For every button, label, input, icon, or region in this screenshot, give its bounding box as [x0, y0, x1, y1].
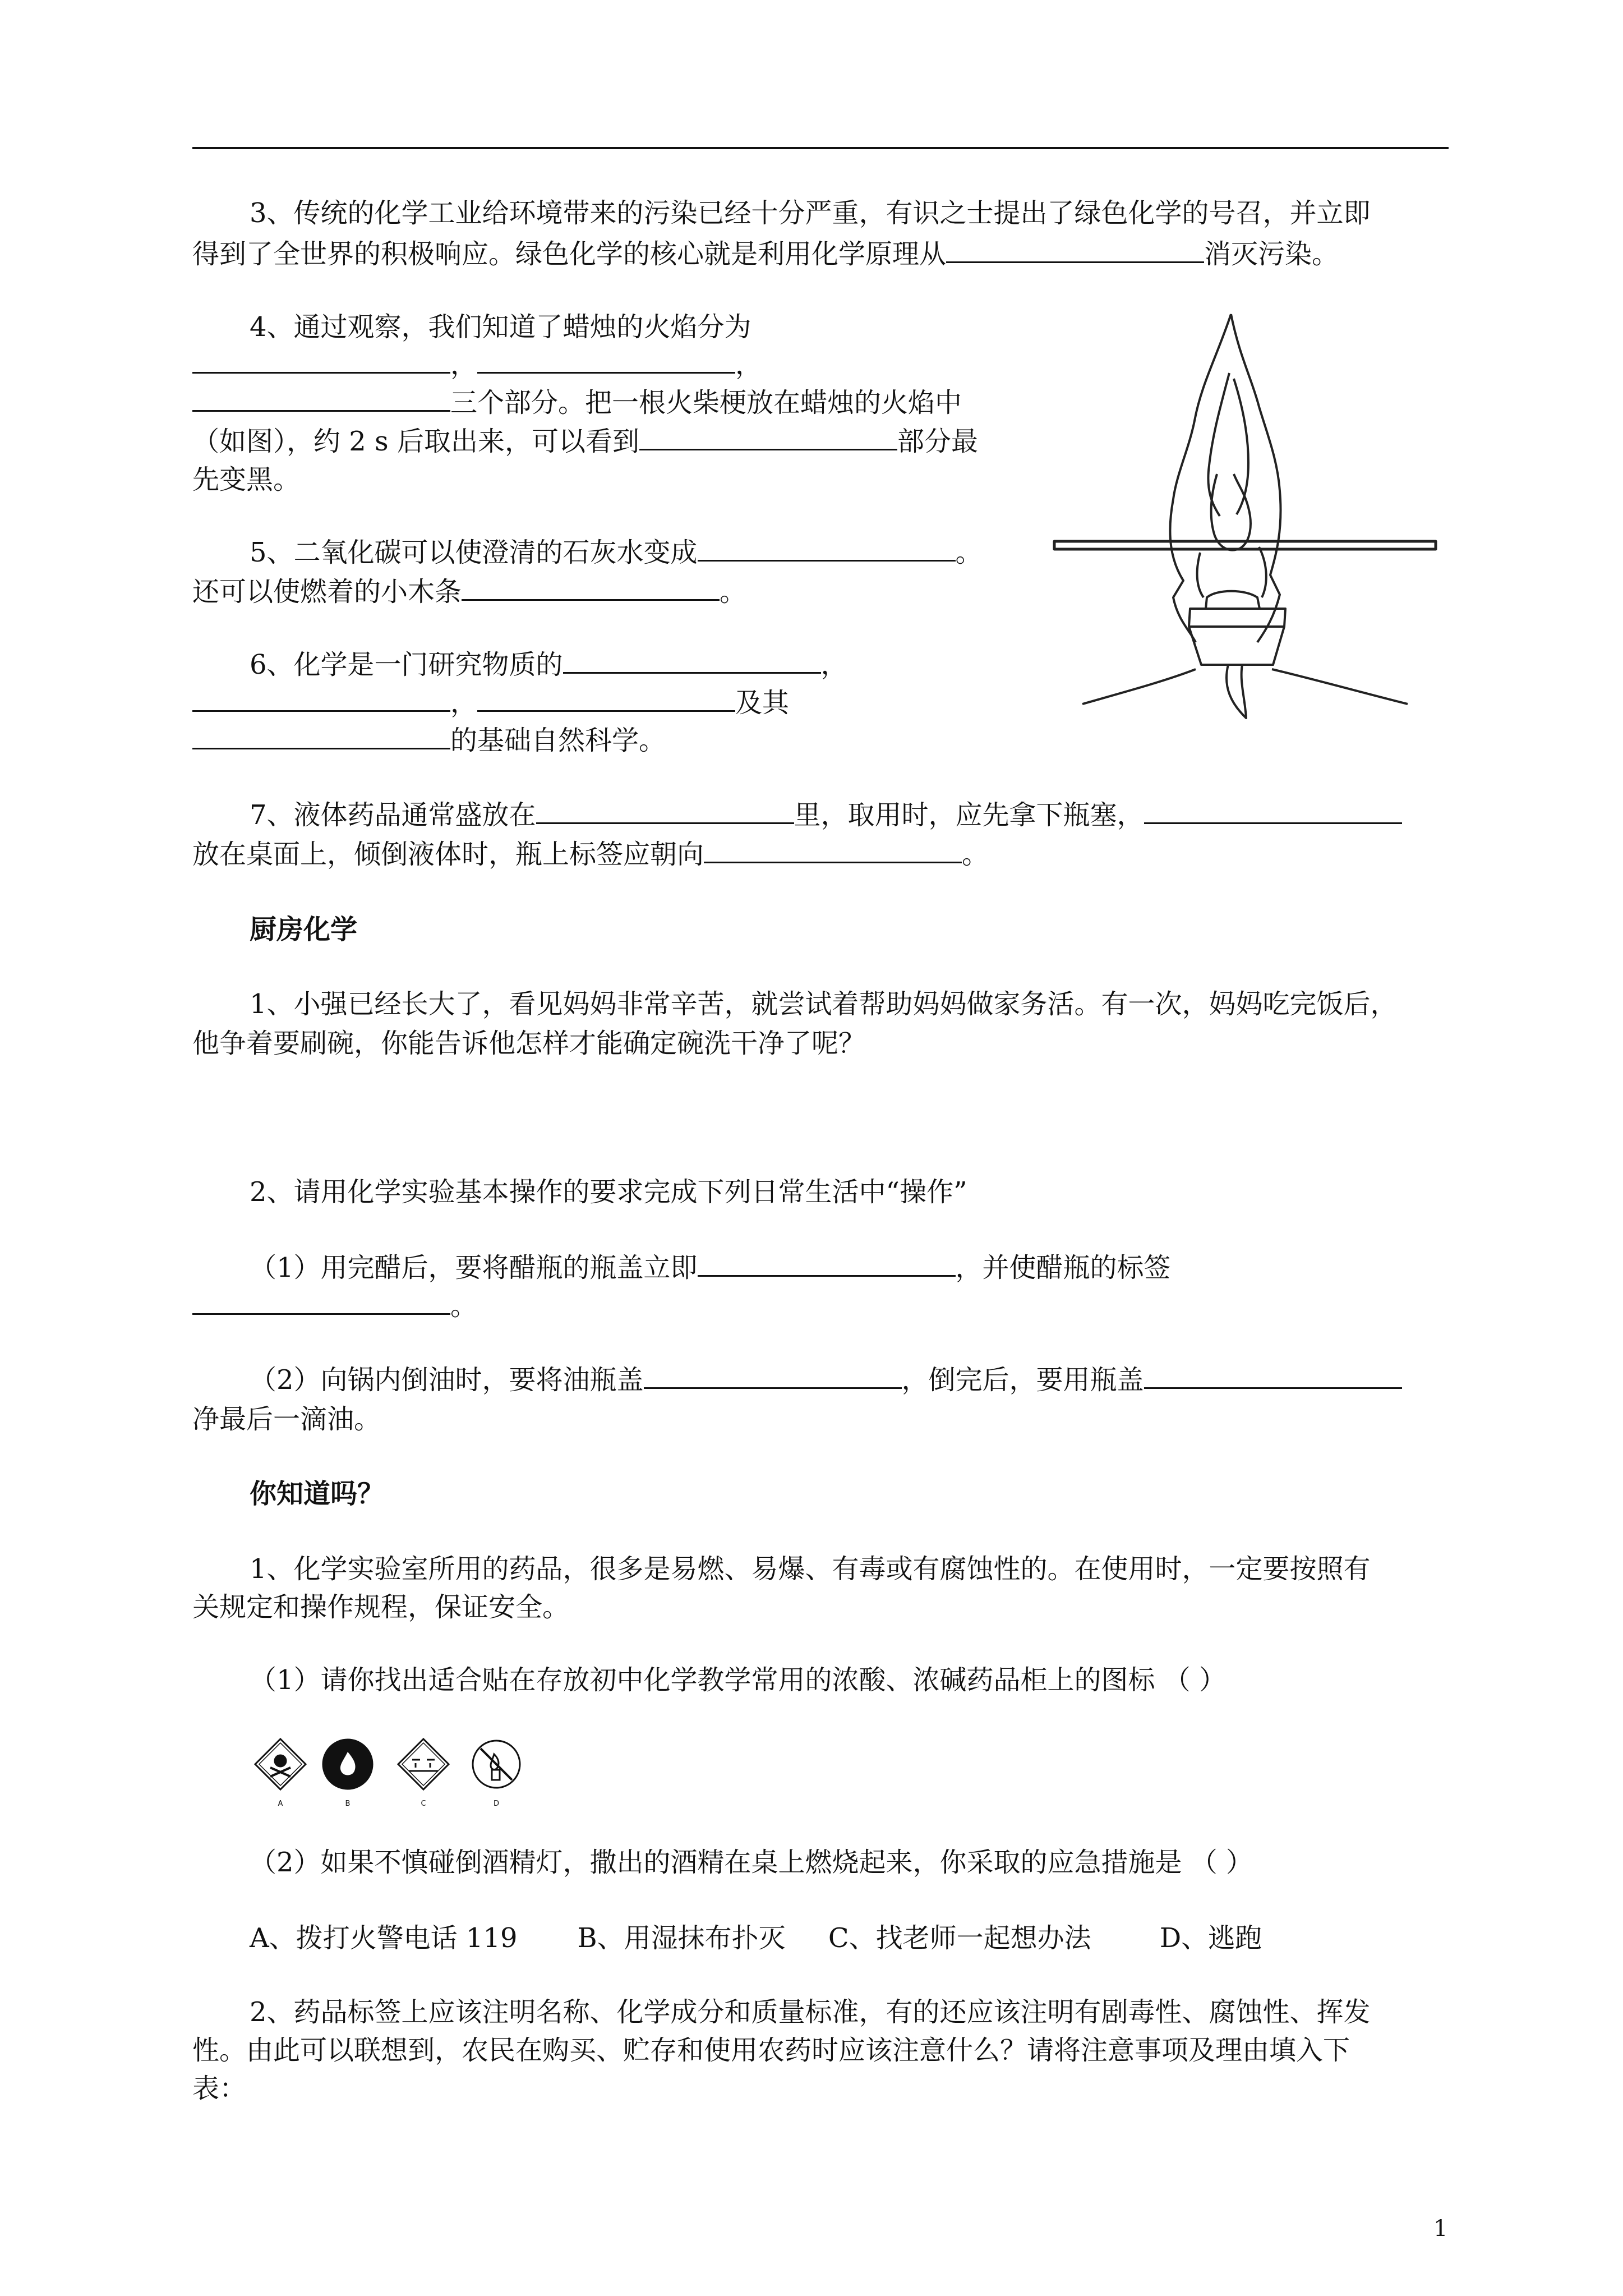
- svg-text:B: B: [345, 1800, 351, 1808]
- page-number: 1: [1433, 2216, 1448, 2242]
- know-q2-line3: 表：: [192, 2073, 247, 2104]
- answer-blank[interactable]: [946, 236, 1204, 263]
- q3-line1: 3、传统的化学工业给环境带来的污染已经十分严重，有识之士提出了绿色化学的号召，并立即: [250, 197, 1371, 229]
- header-rule: [192, 147, 1449, 149]
- know-q1-line2: 关规定和操作规程，保证安全。: [192, 1591, 570, 1623]
- answer-blank[interactable]: [698, 1249, 956, 1277]
- svg-text:A: A: [278, 1800, 283, 1808]
- answer-blank[interactable]: [1144, 1361, 1402, 1389]
- section-heading-kitchen: 厨房化学: [250, 914, 358, 945]
- toxic-hazard-icon: [252, 1736, 308, 1809]
- kitchen-q1-line2: 他争着要刷碗，你能告诉他怎样才能确定碗洗干净了呢？: [192, 1028, 866, 1059]
- q4-line3: 三个部分。把一根火柴梗放在蜡烛的火焰中: [192, 383, 962, 422]
- q4-line2: ， ，: [192, 345, 762, 384]
- q5-line1: 5、二氧化碳可以使澄清的石灰水变成 。: [250, 533, 983, 572]
- q5-line2: 还可以使燃着的小木条 。: [192, 572, 746, 611]
- kitchen-q2-1-line2: 。: [192, 1286, 477, 1326]
- kitchen-q2-1-line1: （1）用完醋后，要将醋瓶的瓶盖立即 ，并使醋瓶的标签: [250, 1248, 1171, 1287]
- q4-line1: 4、通过观察，我们知道了蜡烛的火焰分为: [250, 311, 751, 343]
- kitchen-q1-line1: 1、小强已经长大了，看见妈妈非常辛苦，就尝试着帮助妈妈做家务活。有一次，妈妈吃完饭后，: [250, 988, 1398, 1020]
- answer-blank[interactable]: [192, 384, 450, 412]
- know-q2-line2: 性。由此可以联想到，农民在购买、贮存和使用农药时应该注意什么？请将注意事项及理由填入下: [192, 2035, 1350, 2066]
- answer-blank[interactable]: [644, 1361, 902, 1389]
- q6-line1: 6、化学是一门研究物质的 ，: [250, 645, 848, 684]
- answer-blank[interactable]: [192, 684, 450, 712]
- svg-text:D: D: [493, 1800, 500, 1808]
- q4-line4: （如图），约 2 s 后取出来，可以看到 部分最: [192, 422, 978, 461]
- answer-blank[interactable]: [192, 722, 450, 749]
- answer-blank[interactable]: [639, 423, 897, 450]
- corrosive-hazard-icon: [395, 1736, 451, 1809]
- section-heading-did-you-know: 你知道吗？: [250, 1478, 385, 1510]
- kitchen-q2-2-line1: （2）向锅内倒油时，要将油瓶盖 ，倒完后，要用瓶盖: [250, 1360, 1402, 1400]
- q6-line2: ， 及其: [192, 683, 789, 723]
- no-fire-icon: [468, 1736, 524, 1809]
- answer-blank[interactable]: [563, 646, 821, 674]
- know-q1-2: （2）如果不慎碰倒酒精灯，撒出的酒精在桌上燃烧起来，你采取的应急措施是 （ ）: [250, 1847, 1253, 1878]
- q4-line5: 先变黑。: [192, 464, 301, 495]
- q3-line2: 得到了全世界的积极响应。绿色化学的核心就是利用化学原理从 消灭污染。: [192, 234, 1339, 274]
- answer-blank[interactable]: [1144, 797, 1402, 824]
- know-q1-line1: 1、化学实验室所用的药品，很多是易燃、易爆、有毒或有腐蚀性的。在使用时，一定要按照有: [250, 1553, 1371, 1585]
- know-q2-line1: 2、药品标签上应该注明名称、化学成分和质量标准，有的还应该注明有剧毒性、腐蚀性、挥发: [250, 1996, 1371, 2028]
- flammable-hazard-icon: [320, 1736, 376, 1809]
- know-q1-1: （1）请你找出适合贴在存放初中化学教学常用的浓酸、浓碱药品柜上的图标 （ ）: [250, 1664, 1227, 1696]
- svg-text:C: C: [421, 1800, 426, 1808]
- answer-blank[interactable]: [536, 797, 794, 824]
- q7-line1: 7、液体药品通常盛放在 里，取用时，应先拿下瓶塞，: [250, 795, 1402, 835]
- q6-line3: 的基础自然科学。: [192, 721, 666, 760]
- candle-flame-figure: [1049, 306, 1441, 743]
- q7-line2: 放在桌面上，倾倒液体时，瓶上标签应朝向 。: [192, 835, 989, 874]
- kitchen-q2-line1: 2、请用化学实验基本操作的要求完成下列日常生活中“操作”: [250, 1176, 967, 1208]
- answer-blank[interactable]: [192, 346, 450, 374]
- answer-blank[interactable]: [704, 836, 962, 863]
- answer-blank[interactable]: [192, 1287, 450, 1315]
- answer-blank[interactable]: [698, 534, 956, 562]
- answer-blank[interactable]: [462, 573, 720, 601]
- know-q1-2-options: A、拨打火警电话 119 B、用湿抹布扑灭 C、找老师一起想办法 D、逃跑: [250, 1922, 1262, 1954]
- answer-blank[interactable]: [477, 684, 735, 712]
- answer-blank[interactable]: [477, 346, 735, 374]
- kitchen-q2-2-line2: 净最后一滴油。: [192, 1404, 381, 1435]
